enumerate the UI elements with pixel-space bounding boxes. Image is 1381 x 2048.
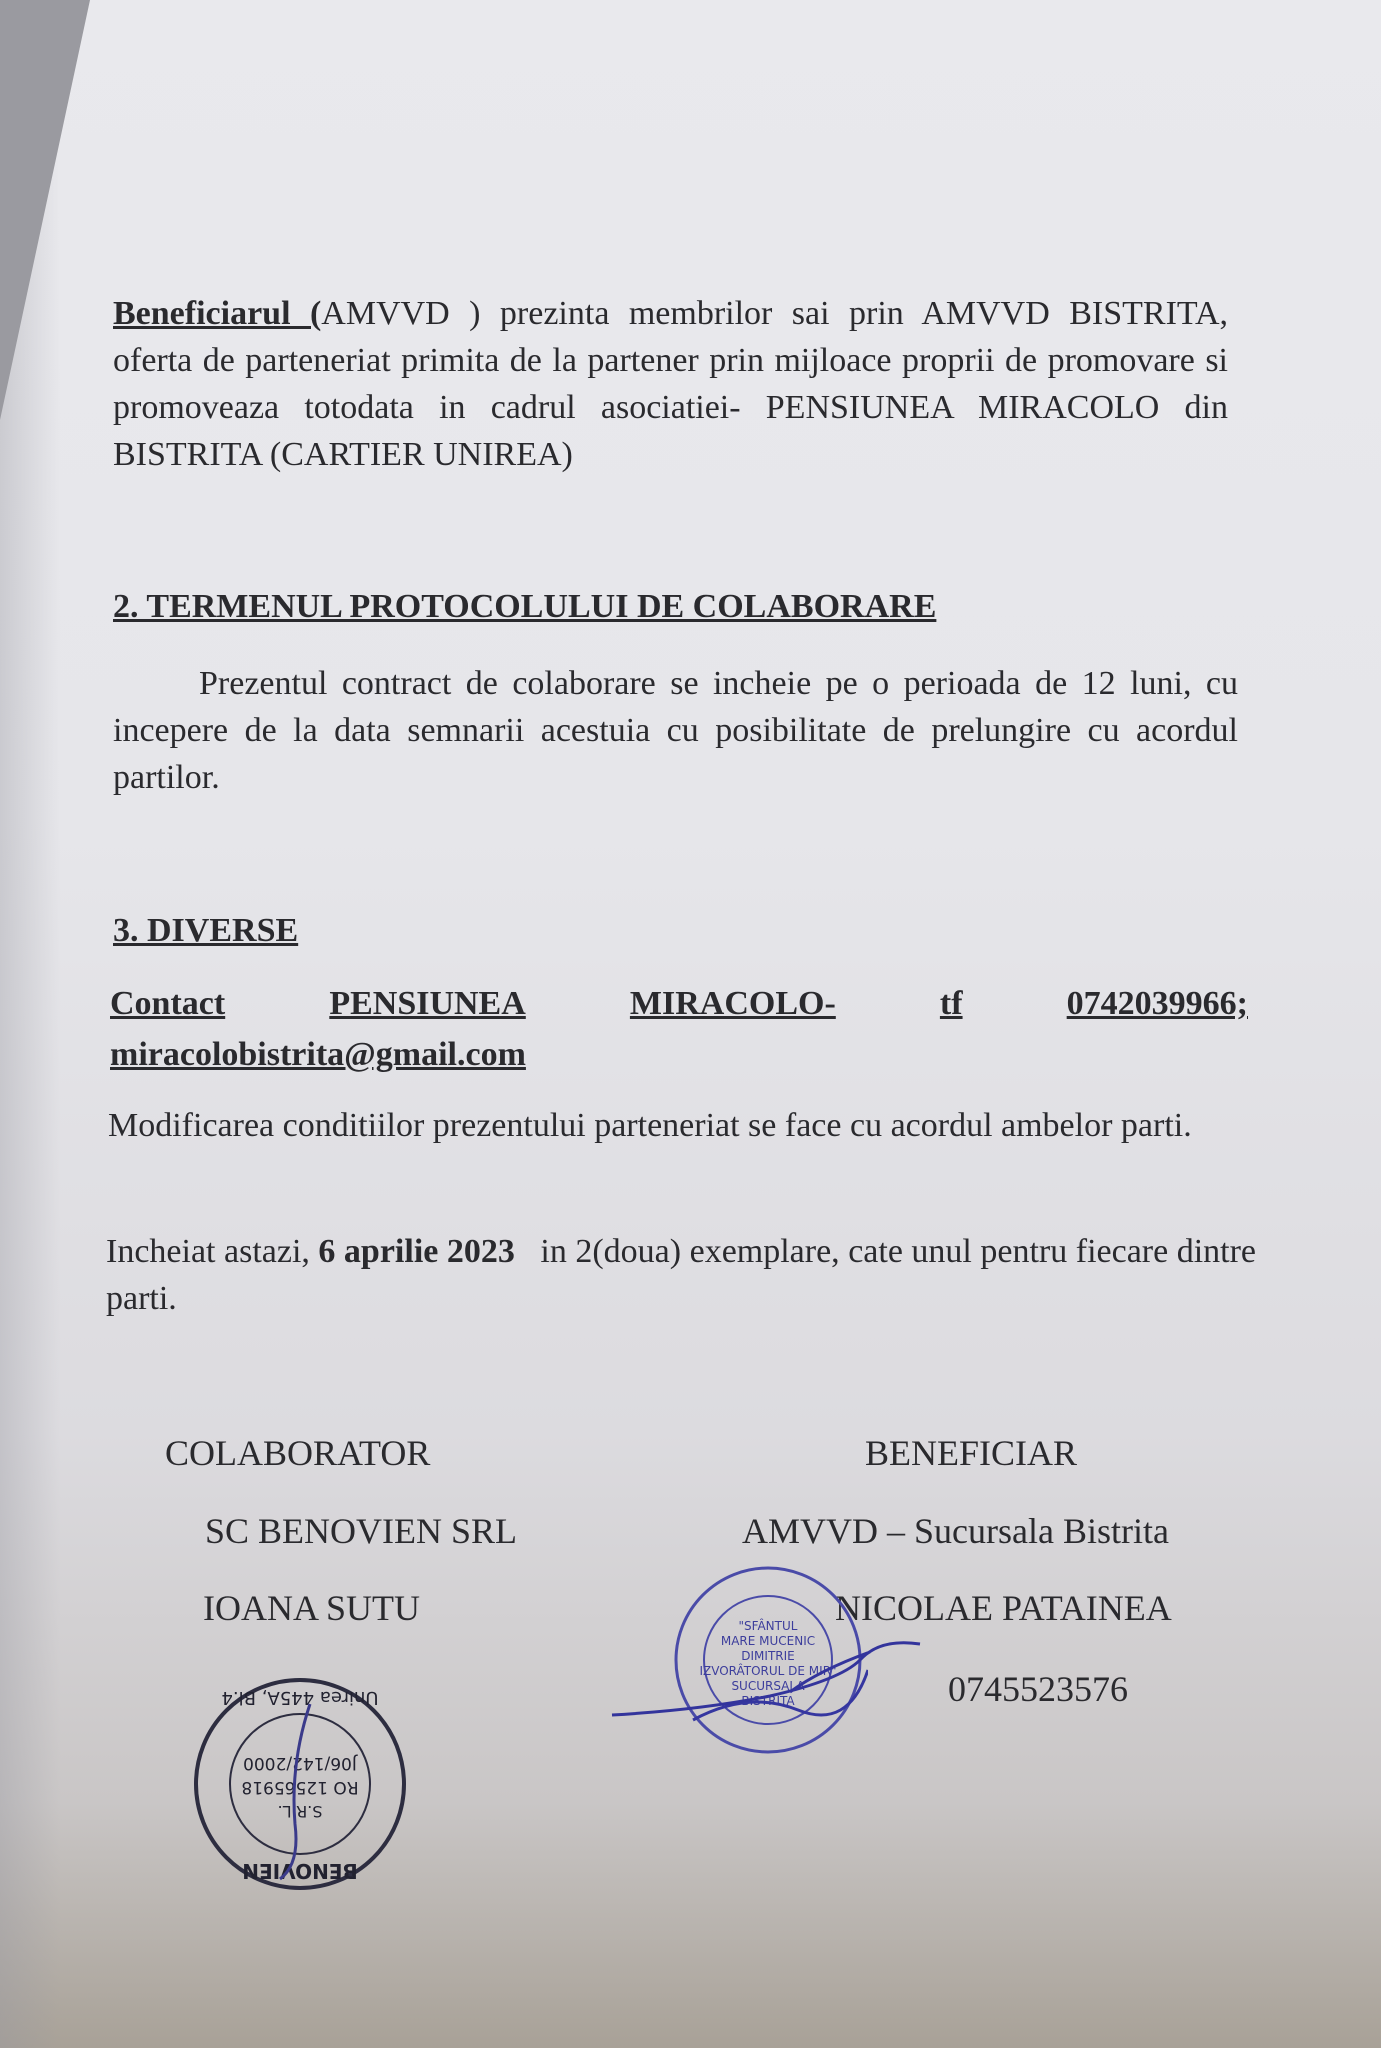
- svg-text:Unirea 445A, Bl.4: Unirea 445A, Bl.4: [221, 1687, 379, 1708]
- svg-text:RO 12565918: RO 12565918: [241, 1777, 359, 1797]
- contact-word: Contact: [110, 985, 226, 1022]
- contact-name: PENSIUNEA: [329, 985, 526, 1022]
- beneficiary-role: BENEFICIAR: [865, 1433, 1078, 1473]
- concluded-date: 6 aprilie 2023: [318, 1233, 515, 1270]
- collaborator-company: SC BENOVIEN SRL: [205, 1511, 518, 1551]
- benovien-stamp: [190, 1674, 410, 1894]
- contact-tf: tf: [939, 985, 963, 1022]
- svg-text:"SFÂNTUL: "SFÂNTUL: [738, 1619, 798, 1633]
- concluded-prefix: Incheiat astazi,: [106, 1233, 310, 1270]
- beneficiary-label: Beneficiarul (: [113, 295, 322, 332]
- concluded-text: [106, 1228, 1256, 1322]
- svg-text:BENOVIEN: BENOVIEN: [242, 1859, 358, 1883]
- collaborator-role: COLABORATOR: [165, 1433, 431, 1473]
- modification-text: Modificarea conditiilor prezentului parteneriat se face cu acordul ambelor parti.: [108, 1107, 1192, 1144]
- contact-email: miracolobistrita@gmail.com: [110, 1036, 526, 1073]
- beneficiary-signature: [610, 1630, 940, 1720]
- svg-text:DIMITRIE: DIMITRIE: [741, 1649, 795, 1663]
- section-3-heading: 3. DIVERSE: [113, 912, 299, 949]
- section-2-text: Prezentul contract de colaborare se incheie pe o perioada de 12 luni, cu incepere de la data semnarii acestuia cu posibilitate de prelungire cu acordul partilor.: [113, 665, 1238, 796]
- contact-line: [110, 985, 1248, 1023]
- contact-phone: 0742039966;: [1066, 985, 1248, 1022]
- intro-paragraph: [113, 290, 1228, 478]
- svg-text:MARE MUCENIC: MARE MUCENIC: [720, 1634, 816, 1648]
- section-2-heading: 2. TERMENUL PROTOCOLULUI DE COLABORARE: [113, 588, 937, 625]
- svg-text:BISTRITA: BISTRITA: [741, 1694, 795, 1708]
- svg-text:J06/142/2000: J06/142/2000: [243, 1753, 357, 1773]
- svg-text:IZVORÂTORUL DE MIR": IZVORÂTORUL DE MIR": [699, 1664, 837, 1678]
- beneficiary-phone: 0745523576: [948, 1669, 1128, 1709]
- beneficiary-person: NICOLAE PATAINEA: [835, 1588, 1172, 1628]
- beneficiary-org: AMVVD – Sucursala Bistrita: [742, 1511, 1169, 1551]
- intro-text: AMVVD ) prezinta membrilor sai prin AMVVD BISTRITA, oferta de parteneriat primita de la partener prin mijloace proprii de promovare si promoveaza totodata in cadrul asociatiei- PENSIUNEA MIRACOLO din BISTRITA (CARTIER UNIREA): [113, 295, 1228, 473]
- concluded-suffix: in 2(doua) exemplare, cate unul pentru fiecare dintre parti.: [106, 1233, 1257, 1317]
- svg-text:SUCURSALA: SUCURSALA: [731, 1679, 805, 1693]
- contact-name-2: MIRACOLO-: [629, 985, 836, 1022]
- collaborator-person: IOANA SUTU: [203, 1588, 421, 1628]
- svg-text:S.R.L.: S.R.L.: [277, 1802, 323, 1821]
